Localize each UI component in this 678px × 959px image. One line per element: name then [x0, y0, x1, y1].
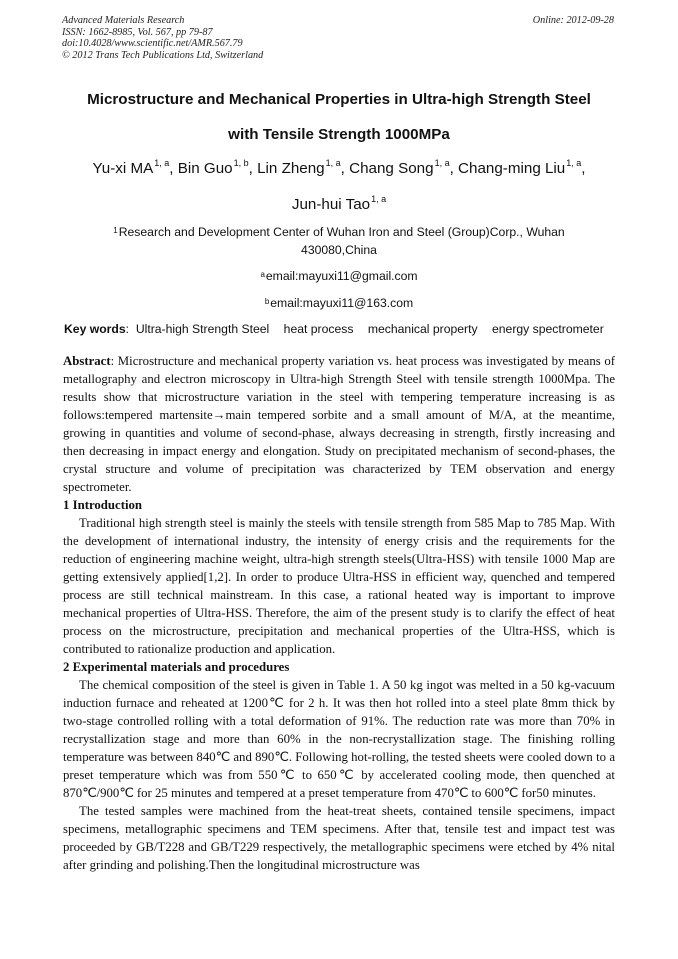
paragraph: The tested samples were machined from the heat-treat sheets, contained tensile specimens, impact specimens, metallographic specimens and TEM specimens. After that, tensile test and impact test was proceeded by GB/T228 and GB/T229 respectively, the metallographic specimens were etched by 4% nital after grinding and polishing.Then the longitudinal microstructure was	[63, 804, 615, 872]
keyword: Ultra-high Strength Steel	[135, 322, 270, 336]
author: Yu-xi MA$^{1, a}$,	[92, 158, 178, 177]
paper-title-line-1: Microstructure and Mechanical Properties in Ultra-high Strength Steel	[87, 91, 591, 108]
affiliation-mark: 1	[113, 226, 118, 235]
online-date: Online: 2012-09-28	[532, 15, 614, 26]
author-list-line-2	[20, 196, 658, 213]
author: Chang-ming Liu$^{1, a}$,	[458, 158, 586, 177]
paragraph: Traditional high strength steel is mainly the steels with tensile strength from 585 Map to 785 Map. With the development of international industry, the intensity of energy crisis and the requirements for the reduction of engineering machine weight, ultra-high strength steels(Ultra-HSS) with tensile 1000 Map are getting extensively applied[1,2]. In order to produce Ultra-HSS in efficient way, quenched and tempered process are still technical mainstream. In this case, a rational heated way is important to improve mechanical properties of Ultra-HSS. Therefore, the aim of the present study is to clarify the effect of heat process on the microstructure, precipitation and mechanical properties of the Ultra-HSS, which is contributed to rationalize production and application.	[63, 516, 615, 656]
keyword: mechanical property	[367, 322, 478, 336]
keywords: Key words: Ultra-high Strength Steel heat process mechanical property energy spectrometer	[64, 322, 604, 336]
paper-body	[63, 352, 615, 874]
author: Lin Zheng$^{1, a}$,	[257, 158, 350, 177]
keywords-label: Key words	[64, 322, 126, 336]
author-list-line-1	[20, 160, 658, 177]
issn-line: ISSN: 1662-8985, Vol. 567, pp 79-87	[62, 26, 213, 38]
author: Jun-hui Tao$^{1, a}$	[291, 194, 387, 213]
keyword: heat process	[283, 322, 354, 336]
copyright-line: © 2012 Trans Tech Publications Ltd, Switzerland	[62, 49, 264, 61]
section-heading-experimental: 2 Experimental materials and procedures	[63, 660, 290, 674]
author: Bin Guo$^{1, b}$,	[177, 158, 258, 177]
author: Chang Song$^{1, a}$,	[349, 158, 459, 177]
affiliation-text: Research and Development Center of Wuhan Iron and Steel (Group)Corp., Wuhan 430080,China	[118, 225, 565, 257]
abstract-label: Abstract	[63, 354, 111, 368]
paper-title-line-2: with Tensile Strength 1000MPa	[228, 126, 450, 143]
journal-name: Advanced Materials Research	[62, 15, 185, 26]
abstract	[63, 352, 615, 496]
affiliation	[80, 223, 598, 259]
doi-line: doi:10.4028/www.scientific.net/AMR.567.79	[62, 38, 243, 49]
section-heading-introduction: 1 Introduction	[63, 498, 143, 512]
email-a: $^a$email:mayuxi11@gmail.com	[260, 269, 418, 283]
email-b: $^b$email:mayuxi11@163.com	[264, 296, 414, 310]
keyword: energy spectrometer	[491, 322, 604, 336]
paragraph: The chemical composition of the steel is given in Table 1. A 50 kg ingot was melted in a 50 kg-vacuum induction furnace and reheated at 1200℃ for 2 h. It was then hot rolled into a steel plate 8mm thick by two-stage controlled rolling with a total deformation of 91%. The reduction rate was more than 70% in recrystallization stage and more than 60% in the non-recrystallization stage. The finishing rolling temperature was between 840℃ and 890℃. Following hot-rolling, the tested sheets were cooled down to a preset temperature which was from 550℃ to 650℃ by accelerated cooling mode, then quenched at 870℃/900℃ for 25 minutes and tempered at a preset temperature from 470℃ to 600℃ for50 minutes.	[63, 678, 615, 800]
journal-header	[62, 15, 442, 61]
abstract-text: : Microstructure and mechanical property variation vs. heat process was investigated by means of metallography and electron microscopy in Ultra-high Strength Steel with tensile strength 1000Mpa. The results show that microstructure variation in the steel with tempering temperature increasing is as follows:tempered martensite→main tempered sorbite and a small amount of M/A, at the meantime, growing in quantities and volume of second-phase, always decreasing in strength, firstly increasing and then decreasing in impact energy and elongation. Study on precipitated mechanism of second-phases, the crystal structure and volume of precipitation was characterized by TEM observation and energy spectrometer.	[63, 354, 615, 494]
